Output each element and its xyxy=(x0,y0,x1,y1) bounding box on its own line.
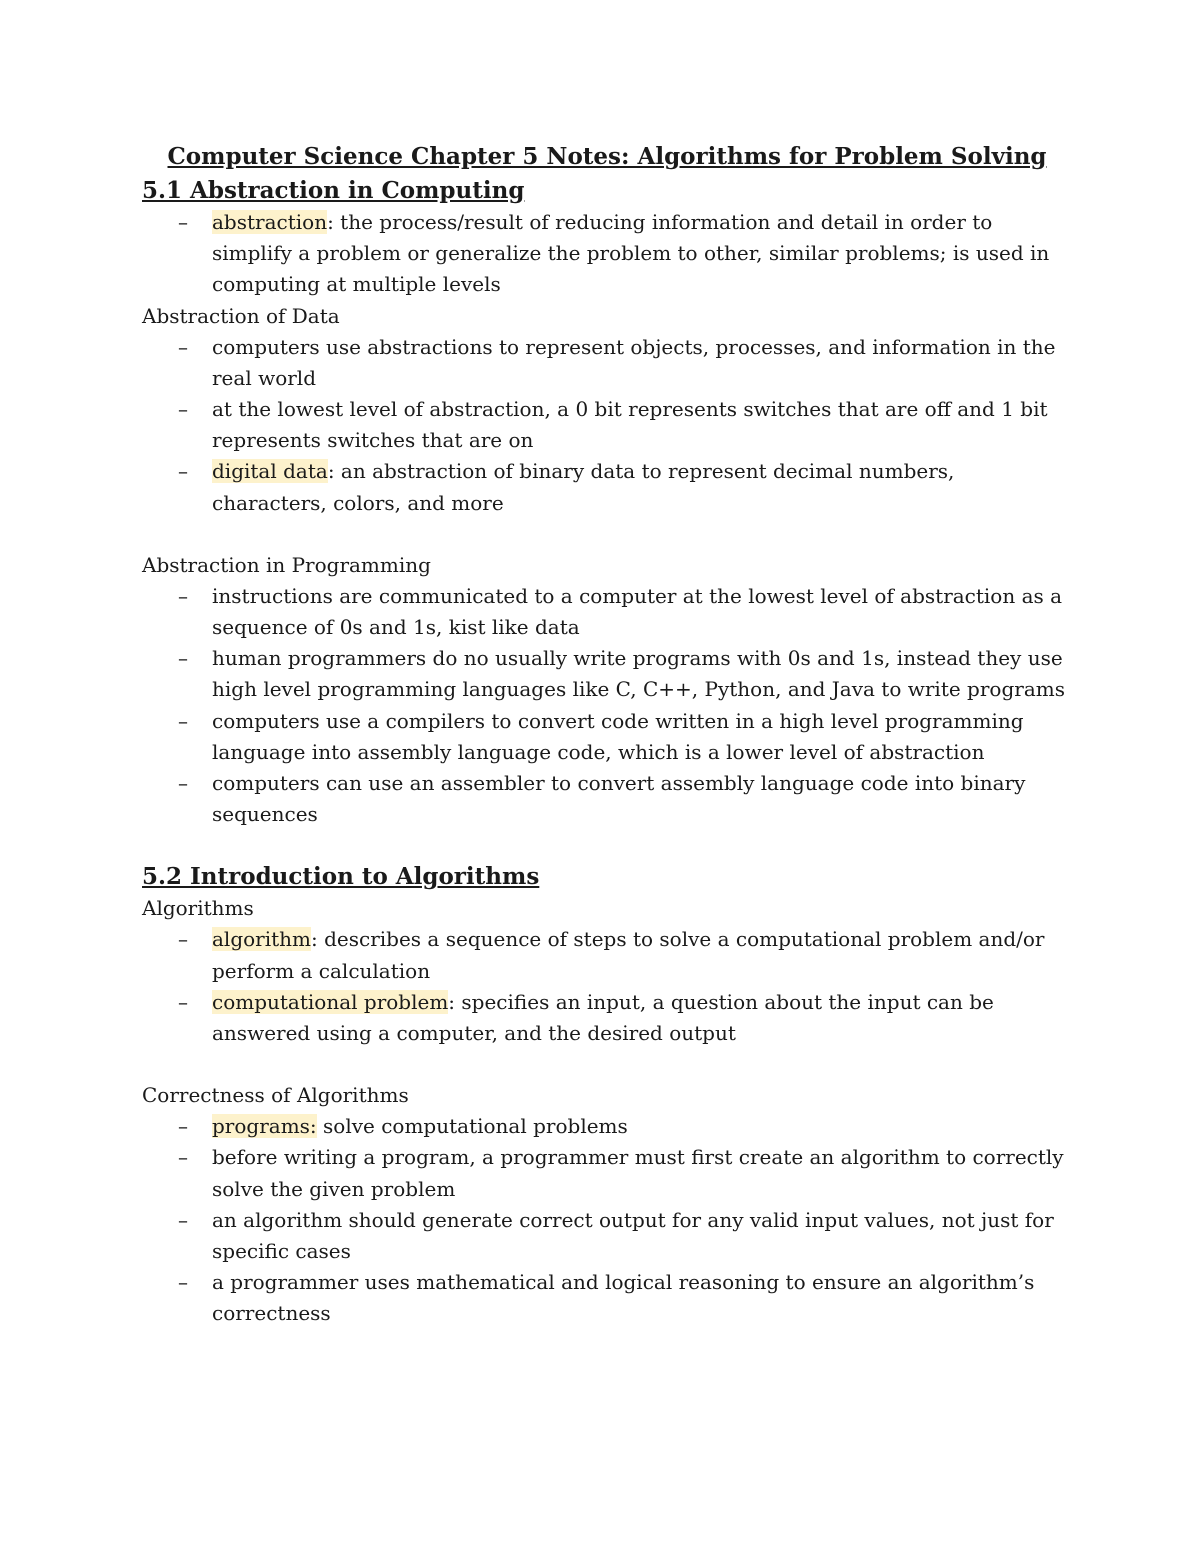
item-text: at the lowest level of abstraction, a 0 bit represents switches that are off and 1 bit represents switches that are on xyxy=(212,397,1048,453)
item-text: : the process/result of reducing information and detail in order to simplify a problem or generalize the problem to other, similar problems; is used in computing at multiple levels xyxy=(212,210,1050,297)
list-item xyxy=(142,207,1072,301)
subsection-title: Correctness of Algorithms xyxy=(142,1083,409,1108)
dash-bullet: – xyxy=(178,989,188,1014)
item-text: computers use a compilers to convert code written in a high level programming language into assembly language code, which is a lower level of abstraction xyxy=(212,708,1024,764)
section-heading: 5.1 Abstraction in Computing xyxy=(142,177,525,204)
item-text: human programmers do no usually write programs with 0s and 1s, instead they use high level programming languages like C, C++, Python, and Java to write programs xyxy=(212,646,1065,702)
dash-bullet: – xyxy=(178,646,188,671)
item-text: : describes a sequence of steps to solve a computational problem and/or perform a calculation xyxy=(212,927,1045,983)
item-text: : specifies an input, a question about the input can be answered using a computer, and the desired output xyxy=(212,989,994,1046)
list-item xyxy=(142,394,1072,456)
item-text: before writing a program, a programmer must first create an algorithm to correctly solve the given problem xyxy=(212,1145,1064,1201)
blank-line xyxy=(142,1049,1072,1080)
list-item xyxy=(142,643,1072,705)
section-5-1 xyxy=(142,174,1072,830)
dash-bullet: – xyxy=(178,334,188,359)
dash-bullet: – xyxy=(178,771,188,796)
list-item xyxy=(142,706,1072,768)
section-heading: 5.2 Introduction to Algorithms xyxy=(142,863,540,891)
item-text: a programmer uses mathematical and logical reasoning to ensure an algorithm’s correctness xyxy=(212,1270,1035,1326)
blank-line xyxy=(142,830,1072,860)
list-item xyxy=(142,1111,1072,1142)
item-text: solve computational problems xyxy=(316,1114,628,1139)
dash-bullet: – xyxy=(178,583,188,608)
item-text: computers use abstractions to represent objects, processes, and information in the real world xyxy=(212,334,1056,390)
section-5-2 xyxy=(142,860,1072,1329)
list-item xyxy=(142,768,1072,830)
bullet-list xyxy=(142,924,1072,1049)
item-text: instructions are communicated to a computer at the lowest level of abstraction as a sequence of 0s and 1s, kist like data xyxy=(212,583,1063,640)
list-item xyxy=(142,581,1072,643)
highlighted-term: abstraction xyxy=(212,210,328,234)
highlighted-term: algorithm xyxy=(212,927,312,952)
dash-bullet: – xyxy=(178,927,188,952)
subsection-title: Algorithms xyxy=(142,896,254,921)
highlighted-term: computational problem xyxy=(212,989,449,1014)
dash-bullet: – xyxy=(178,397,188,422)
list-item xyxy=(142,1142,1072,1204)
item-text: computers can use an assembler to convert assembly language code into binary sequences xyxy=(212,771,1026,827)
document-title: Computer Science Chapter 5 Notes: Algorithms for Problem Solving xyxy=(167,143,1047,170)
bullet-list xyxy=(142,581,1072,831)
dash-bullet: – xyxy=(178,1207,188,1232)
subsection-title: Abstraction in Programming xyxy=(142,552,431,577)
notes-page xyxy=(142,140,1072,1330)
dash-bullet: – xyxy=(178,1114,188,1139)
highlighted-term: digital data xyxy=(212,459,328,484)
dash-bullet: – xyxy=(178,708,188,733)
list-item xyxy=(142,456,1072,518)
list-item xyxy=(142,1267,1072,1329)
dash-bullet: – xyxy=(178,1270,188,1295)
dash-bullet: – xyxy=(178,459,188,484)
list-item xyxy=(142,924,1072,986)
dash-bullet: – xyxy=(178,210,188,234)
bullet-list xyxy=(142,1111,1072,1329)
subsection-title: Abstraction of Data xyxy=(142,303,340,328)
item-text: : an abstraction of binary data to represent decimal numbers, characters, colors, and more xyxy=(212,459,955,515)
list-item xyxy=(142,332,1072,394)
item-text: an algorithm should generate correct output for any valid input values, not just for specific cases xyxy=(212,1207,1054,1264)
blank-line xyxy=(142,519,1072,550)
list-item xyxy=(142,1205,1072,1267)
dash-bullet: – xyxy=(178,1145,188,1170)
highlighted-term: programs: xyxy=(212,1114,317,1139)
bullet-list xyxy=(142,207,1072,301)
bullet-list xyxy=(142,332,1072,519)
list-item xyxy=(142,987,1072,1049)
